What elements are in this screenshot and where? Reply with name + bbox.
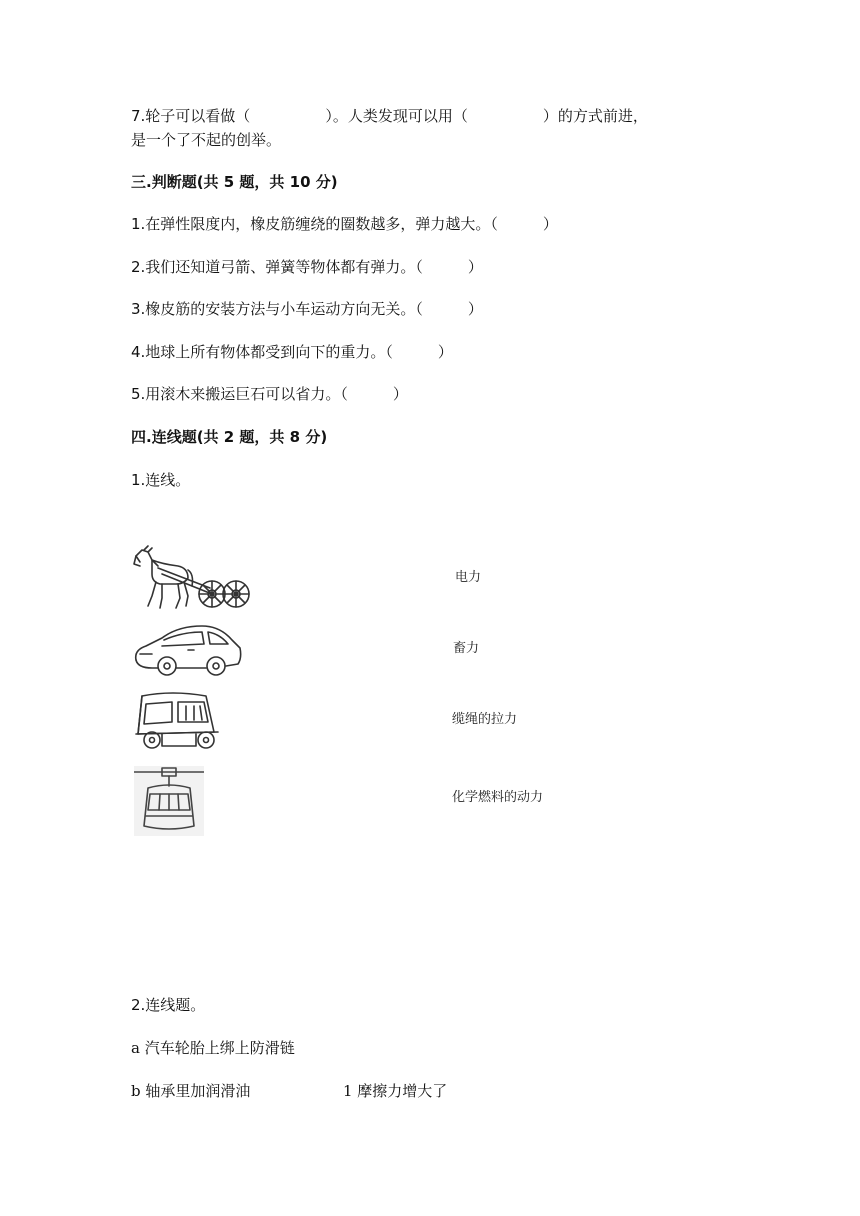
match-label-electric: 电力 [455,570,482,585]
motor-tricycle-icon [132,690,220,752]
judge-item-5: 5.用滚木来搬运巨石可以省力。（ ） [131,385,408,403]
judge-item-1: 1.在弹性限度内，橡皮筋缠绕的圈数越多，弹力越大。（ ） [131,215,558,233]
judge-item-3: 3.橡皮筋的安装方法与小车运动方向无关。（ ） [131,300,483,318]
match-label-chemical-fuel: 化学燃料的动力 [452,790,544,805]
q7-line1: 7.轮子可以看做（ ）。人类发现可以用（ ）的方式前进， [131,107,648,125]
car-icon [132,620,244,682]
cable-car-icon [134,766,204,836]
match-label-cable-tension: 缆绳的拉力 [452,712,518,727]
match-q2-prompt: 2.连线题。 [131,996,206,1014]
section3-heading: 三.判断题(共 5 题，共 10 分) [131,173,338,191]
judge-item-2: 2.我们还知道弓箭、弹簧等物体都有弹力。（ ） [131,258,483,276]
q7-line2: 是一个了不起的创举。 [131,131,282,149]
judge-item-4: 4.地球上所有物体都受到向下的重力。（ ） [131,343,453,361]
match-q2-item-a: a 汽车轮胎上绑上防滑链 [131,1039,295,1057]
section4-heading: 四.连线题(共 2 题，共 8 分) [131,428,328,446]
match-q2-result-1: 1 摩擦力增大了 [343,1082,448,1100]
horse-cart-icon [132,544,250,612]
match-q1-prompt: 1.连线。 [131,471,191,489]
match-q2-item-b: b 轴承里加润滑油 [131,1082,251,1100]
match-label-animal-power: 畜力 [453,641,480,656]
